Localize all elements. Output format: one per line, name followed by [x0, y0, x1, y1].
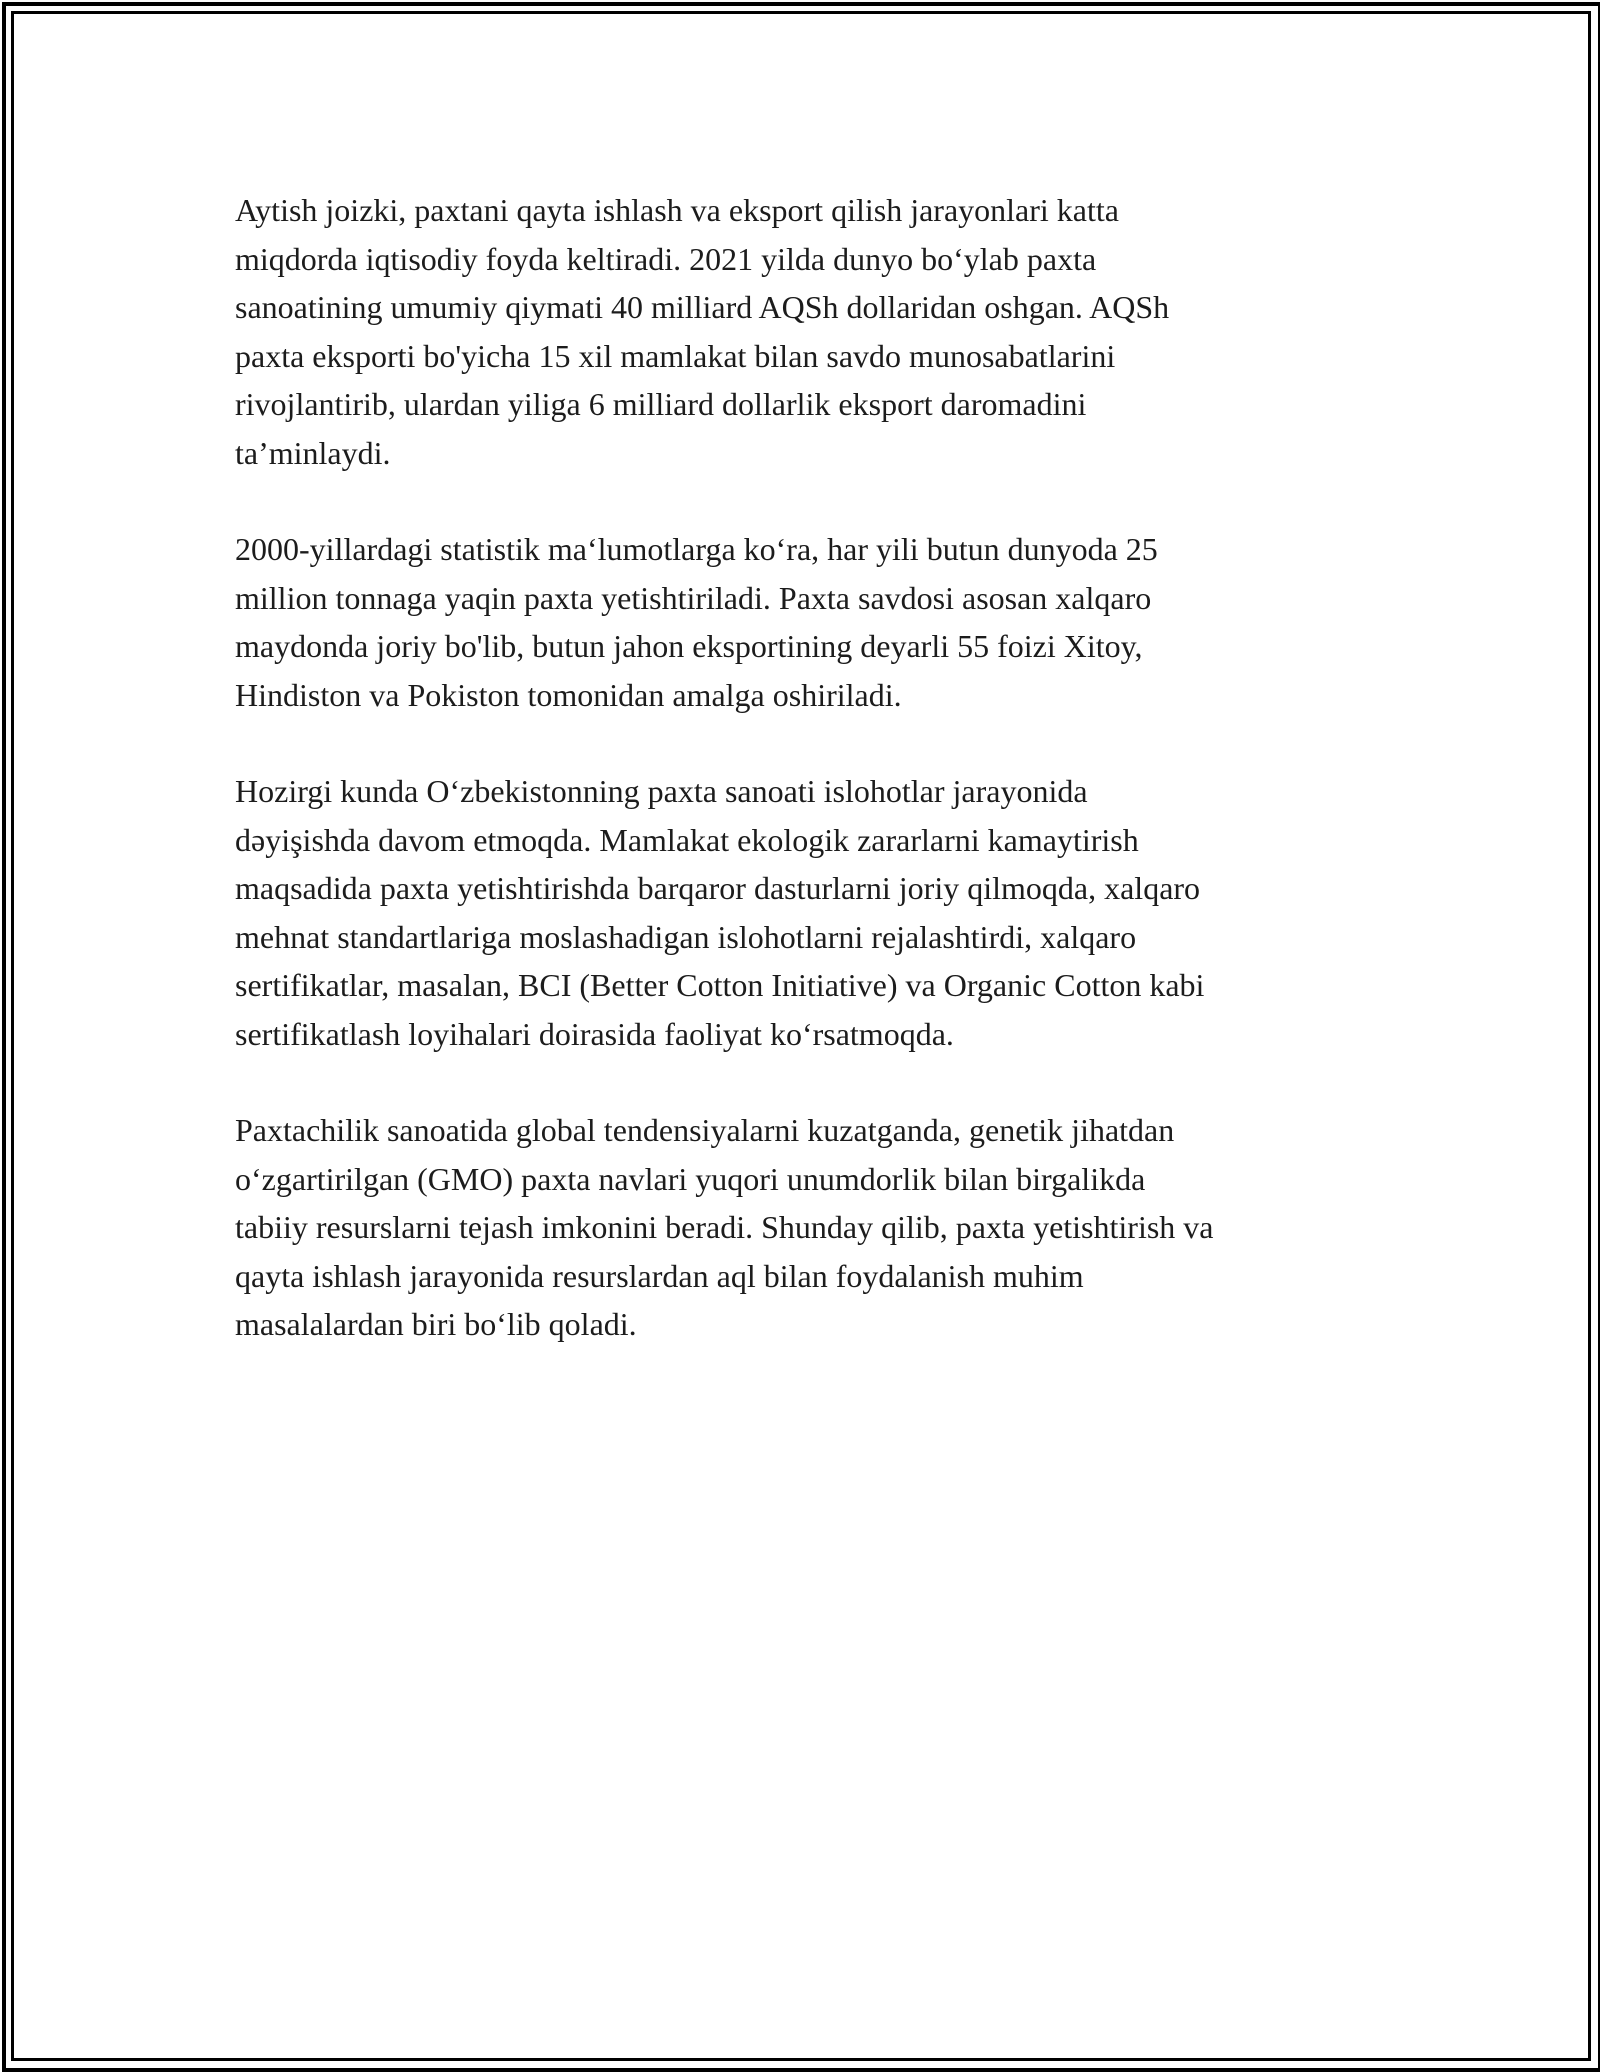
text-line: maqsadida paxta yetishtirishda barqaror dasturlarni joriy qilmoqda, xalqaro — [235, 870, 1201, 906]
text-line: tabiiy resurslarni tejash imkonini beradi. Shunday qilib, paxta yetishtirish va — [235, 1209, 1214, 1245]
text-line: miqdorda iqtisodiy foyda keltiradi. 2021 yilda dunyo boʻylab paxta — [235, 240, 1097, 277]
paragraph-global-trends — [235, 1106, 1365, 1349]
text-line: qayta ishlash jarayonida resurslardan aql bilan foydalanish muhim — [235, 1257, 1084, 1294]
text-line: sanoatining umumiy qiymati 40 milliard AQSh dollaridan oshgan. AQSh — [235, 289, 1170, 325]
text-line: rivojlantirib, ulardan yiliga 6 milliard dollarlik eksport daromadini — [235, 386, 1087, 422]
text-line: Paxtachilik sanoatida global tendensiyalarni kuzatganda, genetik jihatdan — [235, 1112, 1175, 1148]
text-line: mehnat standartlariga moslashadigan islohotlarni rejalashtirdi, xalqaro — [235, 918, 1137, 955]
text-line: sertifikatlash loyihalari doirasida faoliyat koʻrsatmoqda. — [235, 1015, 954, 1052]
document-body — [235, 186, 1365, 1397]
text-line: dəyişishda davom etmoqda. Mamlakat ekologik zararlarni kamaytirish — [235, 821, 1139, 858]
paragraph-economic-benefit — [235, 186, 1365, 477]
text-line: Aytish joizki, paxtani qayta ishlash va eksport qilish jarayonlari katta — [235, 192, 1119, 228]
text-line: maydonda joriy bo'lib, butun jahon eksportining deyarli 55 foizi Xitoy, — [235, 628, 1143, 664]
text-line: ta’minlaydi. — [235, 434, 391, 471]
text-line: 2000-yillardagi statistik maʻlumotlarga koʻra, har yili butun dunyoda 25 — [235, 531, 1158, 567]
text-line: masalalardan biri boʻlib qoladi. — [235, 1306, 637, 1342]
text-line: million tonnaga yaqin paxta yetishtiriladi. Paxta savdosi asosan xalqaro — [235, 579, 1152, 616]
text-line: oʻzgartirilgan (GMO) paxta navlari yuqori unumdorlik bilan birgalikda — [235, 1160, 1146, 1197]
text-line: Hindiston va Pokiston tomonidan amalga oshiriladi. — [235, 676, 902, 713]
text-line: Hozirgi kunda Oʻzbekistonning paxta sanoati islohotlar jarayonida — [235, 773, 1088, 809]
text-line: sertifikatlar, masalan, BCI (Better Cotton Initiative) va Organic Cotton kabi — [235, 967, 1205, 1003]
paragraph-statistics — [235, 525, 1365, 719]
paragraph-uzbekistan-reforms — [235, 767, 1365, 1058]
text-line: paxta eksporti bo'yicha 15 xil mamlakat bilan savdo munosabatlarini — [235, 337, 1116, 374]
